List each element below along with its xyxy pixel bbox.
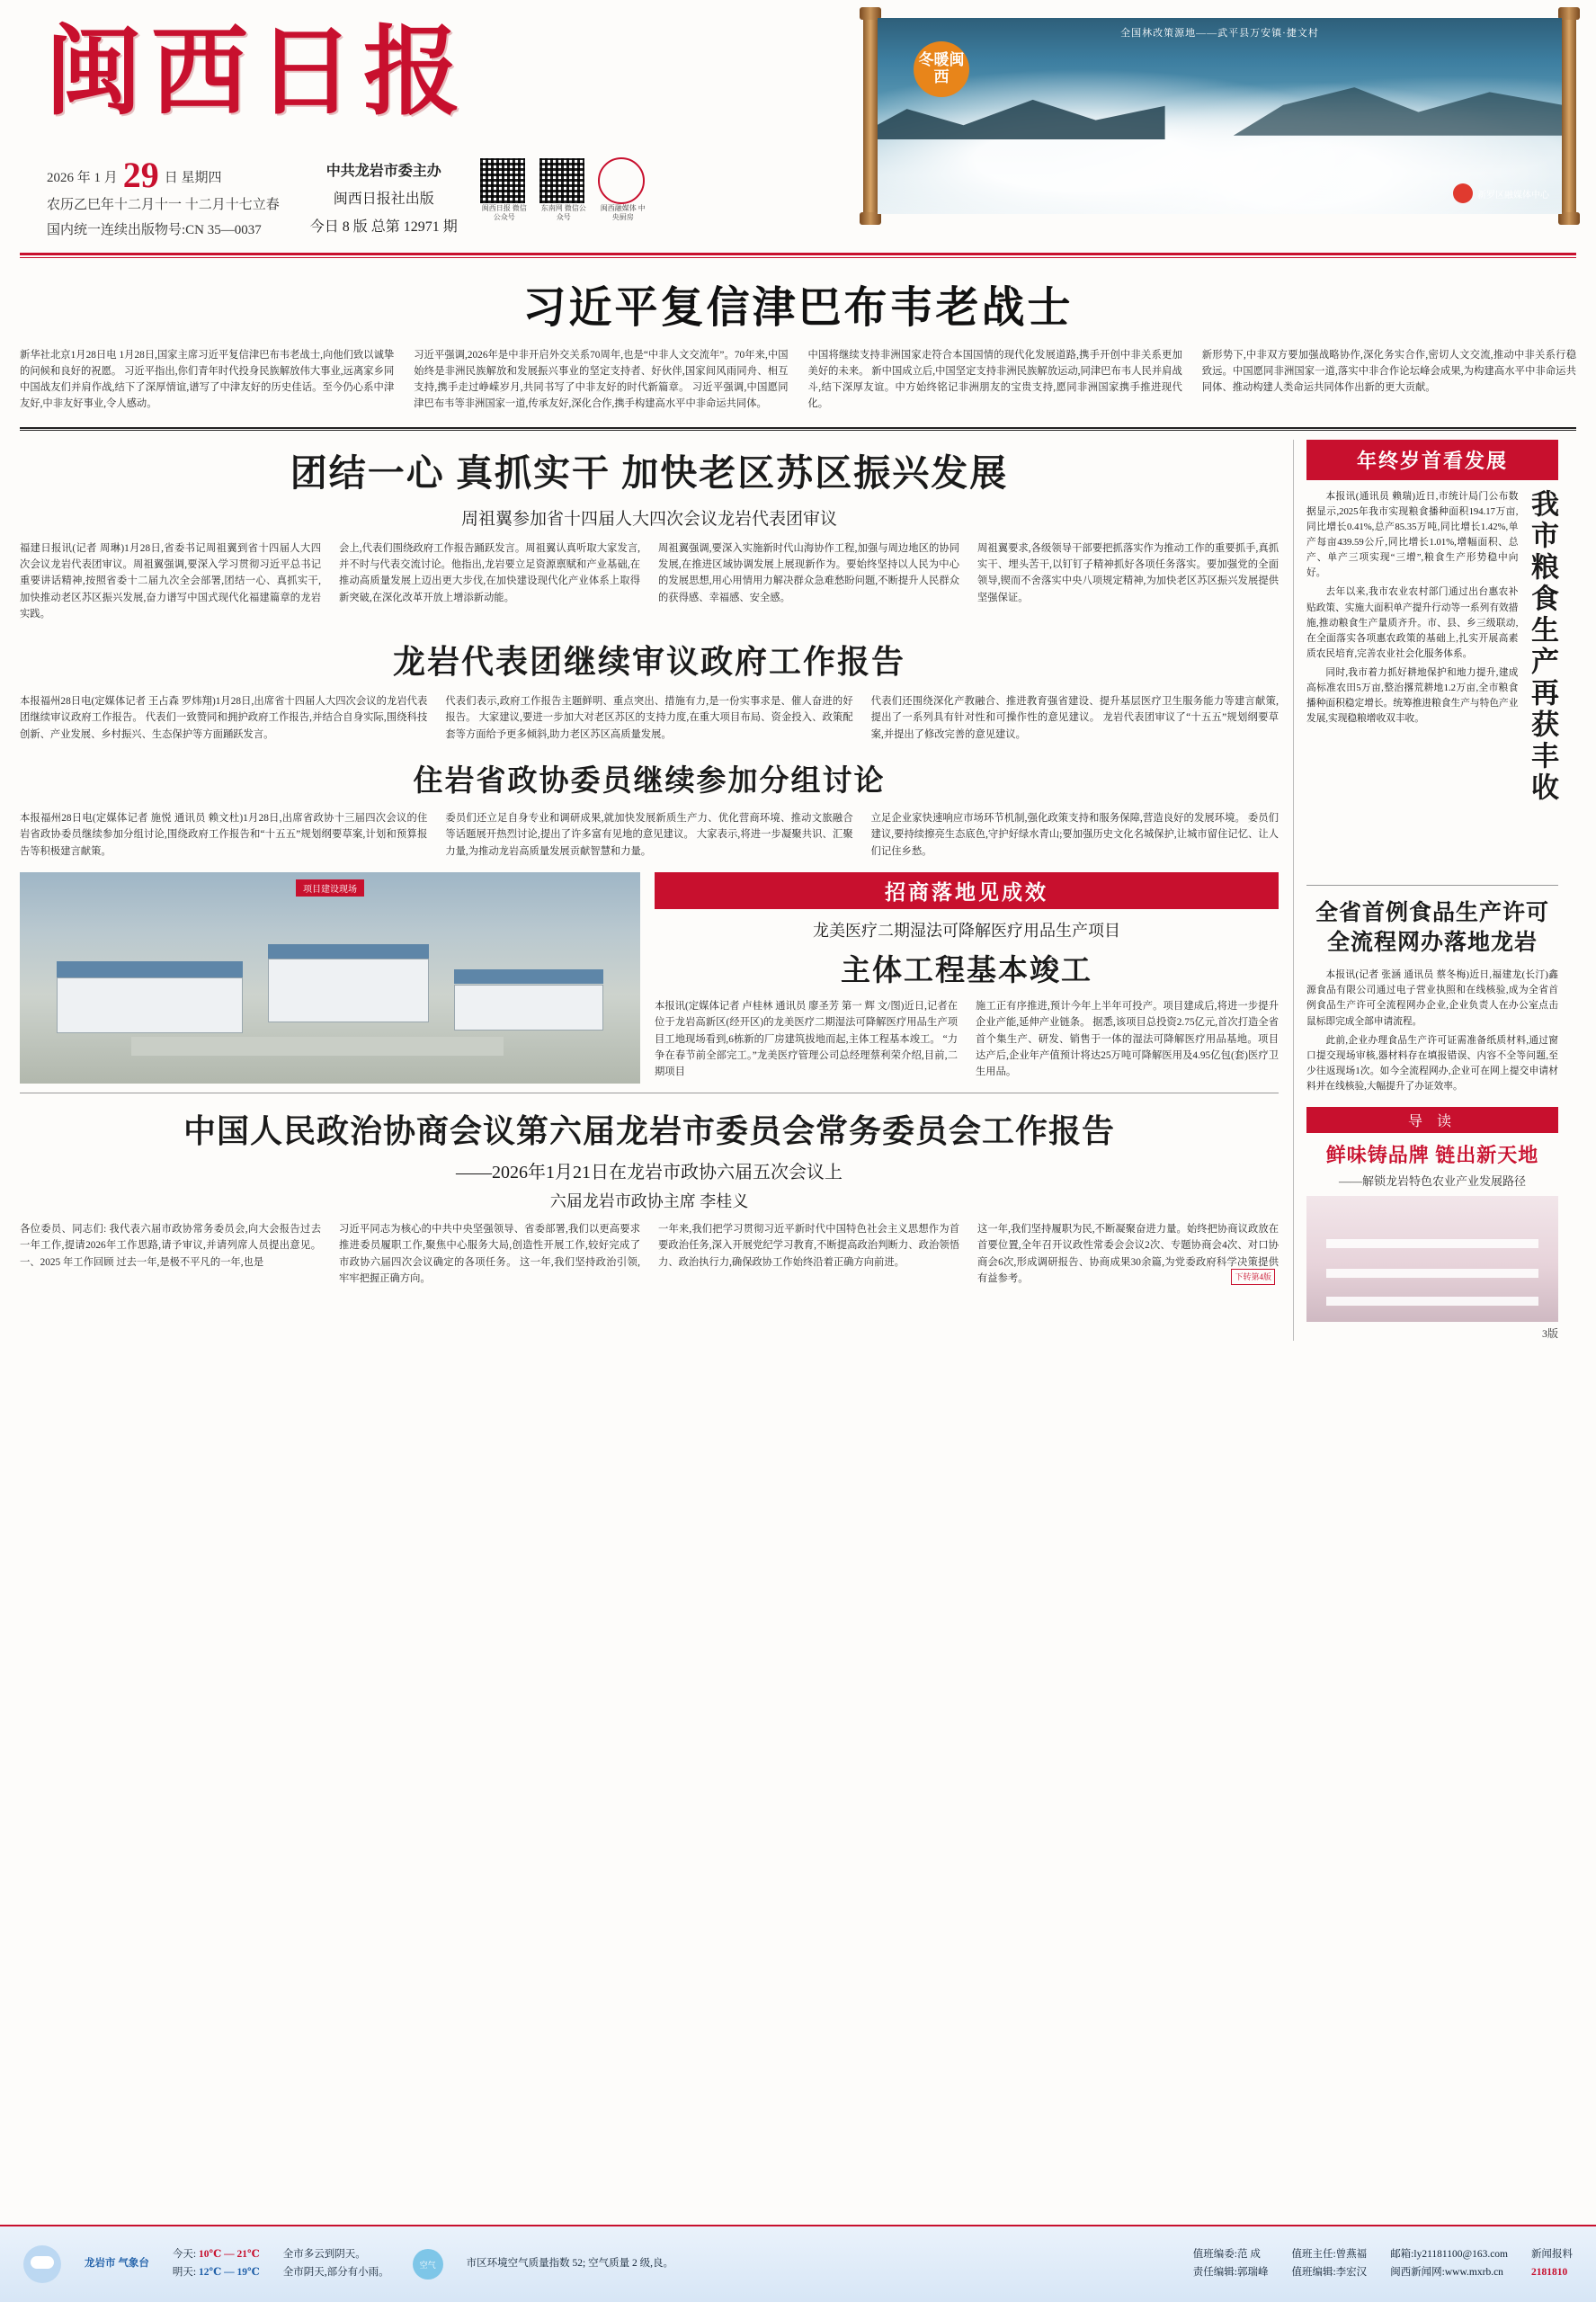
weather-forecast <box>173 2246 260 2281</box>
article-paragraph: 本报讯(记者 张涵 通讯员 蔡冬梅)近日,福建龙(长汀)鑫源食品有限公司通过电子营业执照和在线核验,成为全省首例食品生产许可全流程网办企业,企业负责人在办公室点击鼠标即完成全部申请流程。 <box>1306 969 1558 1027</box>
banner-landscape-image <box>878 18 1562 214</box>
qr-code-1[interactable] <box>479 157 530 222</box>
banner-media-logo <box>1453 183 1549 203</box>
tomorrow-label: 明天: <box>172 2267 197 2278</box>
scroll-rod-right <box>1562 13 1576 219</box>
article-column: 各位委员、同志们: 我代表六届市政协常务委员会,向大会报告过去一年工作,提请2026年工作思路,请予审议,并请列席人员提出意见。 一、2025 年工作回顾 过去一年,是极不平凡的一年,也是 <box>20 1223 321 1268</box>
day-number: 29 <box>122 155 159 195</box>
top-article-columns <box>20 347 1576 424</box>
media-seal-label: 闽西融媒体 中央厨房 <box>600 204 646 221</box>
report-columns <box>20 1221 1279 1287</box>
report-subhead: ——2026年1月21日在龙岩市政协六届五次会议上 <box>456 1162 843 1182</box>
masthead-codes <box>479 157 648 222</box>
today-desc: 全市多云到阴天。 <box>282 2249 366 2261</box>
air-quality-info <box>467 2255 673 2273</box>
promo-columns <box>655 998 1279 1080</box>
qr-code-2[interactable] <box>539 157 589 222</box>
article-column: 福建日报讯(记者 周琳)1月28日,省委书记周祖翼到省十四届人大四次会议龙岩代表团审议。周祖翼强调,要深入学习贯彻习近平总书记重要讲话精神,按照省委十二届九次全会部署,团结一心、真抓实干,加快推动老区苏区振兴发展,奋力谱写中国式现代化福建篇章的龙岩实践。 <box>20 542 321 620</box>
article-column: 施工正有序推进,预计今年上半年可投产。项目建成后,将进一步提升企业产能,延伸产业链条。 据悉,该项目总投资2.75亿元,首次打造全省首个集生产、研发、销售于一体的湿法可降解医疗用品基地。项目达产后,企业年产值预计将达25万吨可降解医用及4.95亿包(套)医疗卫生用品。 <box>976 1000 1279 1078</box>
guide-photo <box>1306 1196 1558 1322</box>
logo-icon <box>1453 183 1473 203</box>
today-label: 今天: <box>172 2249 197 2261</box>
grain-body <box>1306 489 1518 876</box>
lead-headline: 团结一心 真抓实干 加快老区苏区振兴发展 <box>290 451 1009 494</box>
guide-title: 鲜味铸品牌 链出新天地 <box>1325 1144 1539 1167</box>
page-footer <box>0 2225 1596 2302</box>
construction-site-photo <box>20 872 640 1084</box>
guide-page-ref: 3版 <box>1541 1327 1558 1341</box>
qr-code-1-label: 闽西日报 微信公众号 <box>481 204 527 221</box>
lead-article-columns <box>20 540 1279 622</box>
section3-columns <box>20 810 1279 860</box>
lead-subheadline: 周祖翼参加省十四届人大四次会议龙岩代表团审议 <box>460 509 837 529</box>
weather-icon <box>23 2245 61 2283</box>
grain-headline: 我市粮食生产再获丰收 <box>1527 488 1558 804</box>
qr-icon <box>479 157 526 204</box>
license-headline: 全省首例食品生产许可全流程网办落地龙岩 <box>1315 900 1549 956</box>
section3-headline: 住岩省政协委员继续参加分组讨论 <box>413 765 886 799</box>
article-column: 代表们还围绕深化产教融合、推进教育强省建设、提升基层医疗卫生服务能力等建言献策,提出了一系列具有针对性和可操作性的意见建议。 龙岩代表团审议了“十五五”规划纲要草案,并提出了修改完善的意见建议。 <box>870 696 1279 740</box>
grain-article <box>1306 489 1558 876</box>
masthead-divider <box>20 253 1576 255</box>
article-column: 本报福州28日电(定媒体记者 施悦 通讯员 赖文杜)1月28日,出席省政协十三届四次会议的住岩省政协委员继续参加分组讨论,围绕政府工作报告和“十五五”规划纲要草案,计划和预算报告等积极建言献策。 <box>20 813 428 857</box>
article-column: 会上,代表们围绕政府工作报告踊跃发言。周祖翼认真听取大家发言,并不时与代表交流讨论。他指出,龙岩要立足资源禀赋和产业基础,在推动高质量发展上迈出更大步伐,在加快建设现代化产业体系上取得新突破,在深化改革开放上增添新动能。 <box>339 542 640 603</box>
solar-term: 十二月十七立春 <box>184 198 280 212</box>
editor-line-3: 值班主任:曾燕福 <box>1291 2249 1368 2261</box>
promo-headline: 主体工程基本竣工 <box>841 954 1092 987</box>
section-divider <box>20 427 1576 431</box>
article-column: 中国将继续支持非洲国家走符合本国国情的现代化发展道路,携手开创中非关系更加美好的未来。 新中国成立后,中国坚定支持非洲民族解放运动,同津巴布韦人民并肩战斗,结下深厚友谊。中方始终铭记非洲朋友的宝贵支持,愿同非洲国家携手推进现代化。 <box>807 349 1182 410</box>
left-column-area <box>20 440 1279 1342</box>
license-body <box>1306 968 1558 1094</box>
email-line: 邮箱:ly21181100@163.com <box>1390 2249 1508 2261</box>
continued-stamp: 下转第4版 <box>1231 1269 1275 1286</box>
promo-article <box>655 872 1279 1084</box>
weather-description <box>283 2246 389 2281</box>
article-paragraph: 去年以来,我市农业农村部门通过出台惠农补贴政策、实施大面积单产提升行动等一系列有效措施,推动粮食生产量质齐升。市、县、乡三级联动,在全面落实各项惠农政策的基础上,扎实开展高素质农民培育,完善农业社会化服务体系。 <box>1306 586 1519 659</box>
weather-source-label: 龙岩市 气象台 <box>85 2258 149 2270</box>
article-column: 本报福州28日电(定媒体记者 王占森 罗炜翔)1月28日,出席省十四届人大四次会议的龙岩代表团继续审议政府工作报告。 代表们一致赞同和拥护政府工作报告,并结合自身实际,围绕科技创新、产业发展、乡村振兴、生态保护等方面踊跃发言。 <box>20 696 428 740</box>
banner-logo-label: 新罗区融媒体中心 <box>1477 190 1549 201</box>
editor-line-4: 值班编辑:李宏汉 <box>1291 2267 1368 2278</box>
hotline-label: 新闻报料 <box>1531 2249 1573 2261</box>
article-column: 新形势下,中非双方要加强战略协作,深化务实合作,密切人文交流,推动中非关系行稳致远。中国愿同非洲国家一道,落实中非合作论坛峰会成果,为构建高水平中非命运共同体、推动构建人类命运共同体作出新的更大贡献。 <box>1201 349 1576 394</box>
guide-banner: 导 读 <box>1306 1107 1558 1133</box>
report-headline: 中国人民政治协商会议第六届龙岩市委员会常务委员会工作报告 <box>183 1112 1115 1149</box>
article-column: 习近平强调,2026年是中非开启外交关系70周年,也是“中非人文交流年”。70年来,中国始终是非洲民族解放和发展振兴事业的坚定支持者、好伙伴,国家间风雨同舟、相互支持,携手走过峥嵘岁月,共同书写了中非友好的时代新篇章。 习近平强调,中国愿同津巴布韦等非洲国家一道,传承友好,深化合作,携手构建高水平中非命运共同体。 <box>414 349 789 410</box>
editor-line-2: 责任编辑:郭瑞峰 <box>1192 2267 1269 2278</box>
article-column: 一年来,我们把学习贯彻习近平新时代中国特色社会主义思想作为首要政治任务,深入开展党纪学习教育,不断提高政治判断力、政治领悟力、政治执行力,确保政协工作始终沿着正确方向前进。 <box>658 1223 959 1268</box>
banner-badge: 冬暖闽西 <box>914 41 969 97</box>
divider <box>1306 885 1558 886</box>
article-column: 本报讯(定媒体记者 卢桂林 通讯员 廖圣芳 第一 辉 文/图)近日,记者在位于龙岩高新区(经开区)的龙美医疗二期湿法可降解医疗用品生产项目工地现场看到,6栋新的厂房建筑拔地而起,主体工程基本竣工。 “力争在春节前全部完工。”龙美医疗管理公司总经理蔡利荣介绍,目前,二期项目 <box>655 1000 958 1078</box>
publisher-sponsor: 中共龙岩市委主办 <box>325 164 441 179</box>
publisher-name: 闽西日报社出版 <box>333 192 434 208</box>
article-column: 立足企业家快速响应市场环节机制,强化政策支持和服务保障,营造良好的发展环境。 委员们建议,要持续擦亮生态底色,守护好绿水青山;要加强历史文化名城保护,让城市留住记忆、让人们记住乡愁。 <box>870 813 1279 857</box>
tomorrow-temp: 12℃ — 19℃ <box>198 2267 260 2278</box>
editor-line-1: 值班编委:范 成 <box>1192 2249 1261 2261</box>
right-banner: 年终岁首看发展 <box>1306 440 1558 480</box>
publisher-info <box>310 157 458 242</box>
section2-columns <box>20 693 1279 743</box>
qr-code-2-label: 东南网 微信公众号 <box>540 204 586 221</box>
main-content <box>20 440 1576 1342</box>
article-paragraph: 本报讯(通讯员 赖瑞)近日,市统计局门公布数据显示,2025年我市实现粮食播种面积194.17万亩,同比增长0.41%,总产85.35万吨,同比增长1.42%,单产每亩439.59公斤,同比增长1.01%,增幅面积、总产、单产三项实现“三增”,粮食生产形势稳中向好。 <box>1306 490 1519 579</box>
air-quality-icon: 空气 <box>413 2249 443 2280</box>
article-column: 委员们还立足自身专业和调研成果,就加快发展新质生产力、优化营商环境、推动文旅融合等话题展开热烈讨论,提出了许多富有见地的意见建议。 大家表示,将进一步凝聚共识、汇聚力量,为推动龙岩高质量发展贡献智慧和力量。 <box>445 813 853 857</box>
banner-caption: 全国林改策源地——武平县万安镇·捷文村 <box>1120 28 1319 39</box>
masthead-banner-photo <box>863 13 1576 219</box>
tomorrow-desc: 全市阴天,部分有小雨。 <box>282 2267 389 2278</box>
aqi-text: 市区环境空气质量指数 52; 空气质量 2 级,良。 <box>466 2258 673 2270</box>
photo-caption-label: 项目建设现场 <box>296 879 364 897</box>
publication-dates <box>47 157 280 244</box>
scroll-rod-left <box>863 13 878 219</box>
photo-promo-row <box>20 872 1279 1084</box>
masthead <box>20 0 1576 244</box>
weekday: 日 星期四 <box>164 171 222 185</box>
article-column: 新华社北京1月28日电 1月28日,国家主席习近平复信津巴布韦老战士,向他们致以诚挚的问候和良好的祝愿。 习近平指出,你们青年时代投身民族解放伟大事业,远离家乡同中国战友们并肩作战,结下了深厚情谊,谱写了中津友好的历史佳话。至今仍心系中津友好,中非友好事业,令人感动。 <box>20 349 395 410</box>
contact-block <box>1390 2246 1508 2281</box>
editors-block-2 <box>1291 2246 1367 2281</box>
masthead-left <box>20 13 856 244</box>
article-column: 周祖翼强调,要深入实施新时代山海协作工程,加强与周边地区的协同发展,在推进区域协调发展上展现新作为。要始终坚持以人民为中心的发展思想,用心用情用力解决群众急难愁盼问题,不断提升人民群众的获得感、幸福感、安全感。 <box>658 542 959 603</box>
article-column-text: 这一年,我们坚持履职为民,不断凝聚奋进力量。始终把协商议政放在首要位置,全年召开议政性常委会会议2次、专题协商会4次、对口协商会6次,形成调研报告、协商成果30余篇,为党委政府科学决策提供有益参考。 <box>977 1223 1279 1284</box>
weather-source <box>85 2255 149 2273</box>
issn-line: 国内统一连续出版物号:CN 35—0037 <box>47 222 262 237</box>
right-column-area <box>1293 440 1558 1342</box>
promo-subhead: 龙美医疗二期湿法可降解医疗用品生产项目 <box>813 921 1120 940</box>
hotline-number: 2181810 <box>1531 2267 1568 2278</box>
date-lunar: 农历乙巳年十二月十一 <box>47 198 183 212</box>
article-column: 代表们表示,政府工作报告主题鲜明、重点突出、措施有力,是一份实事求是、催人奋进的好报告。 大家建议,要进一步加大对老区苏区的支持力度,在重大项目布局、资金投入、政策配套等方面给予更多倾斜,助力老区苏区高质量发展。 <box>445 696 853 740</box>
seal-icon <box>598 157 645 204</box>
today-temp: 10℃ — 21℃ <box>198 2249 260 2261</box>
report-speaker: 六届龙岩市政协主席 李桂义 <box>549 1191 749 1210</box>
promo-banner: 招商落地见成效 <box>655 872 1279 909</box>
article-paragraph: 同时,我市着力抓好耕地保护和地力提升,建成高标准农田5万亩,整治撂荒耕地1.2万亩,全市粮食播种面积稳定增长。统筹推进粮食生产与特色产业发展,实现稳粮增收双丰收。 <box>1306 667 1519 725</box>
section2-headline: 龙岩代表团继续审议政府工作报告 <box>392 644 905 681</box>
footer-right <box>1193 2246 1573 2281</box>
scroll-frame <box>863 13 1576 219</box>
date-gregorian: 2026 年 1 月 <box>47 171 118 185</box>
media-seal <box>598 157 648 222</box>
website-line[interactable]: 闽西新闻网:www.mxrb.cn <box>1390 2267 1503 2278</box>
article-column: 习近平同志为核心的中共中央坚强领导、省委部署,我们以更高要求推进委员履职工作,聚焦中心服务大局,创造性开展工作,较好完成了市政协六届四次会议确定的各项任务。 这一年,我们坚持政治引领,牢牢把握正确方向。 <box>339 1223 640 1284</box>
hotline-block <box>1531 2246 1573 2281</box>
editors-block <box>1193 2246 1269 2281</box>
newspaper-title: 闽西日报 <box>45 20 470 127</box>
article-column <box>977 1221 1279 1287</box>
guide-subtitle: ——解锁龙岩特色农业产业发展路径 <box>1338 1174 1526 1189</box>
masthead-meta <box>20 157 856 244</box>
guide-section <box>1306 1107 1558 1341</box>
article-paragraph: 此前,企业办理食品生产许可证需准备纸质材料,通过窗口提交现场审核,器材料存在填报错误、内容不全等问题,至少往返现场1次。如今全流程网办,企业可在网上提交申请材料并在线核验,大幅提升了办证效率。 <box>1306 1034 1558 1093</box>
article-column: 周祖翼要求,各级领导干部要把抓落实作为推动工作的重要抓手,真抓实干、埋头苦干,以钉钉子精神抓好各项任务落实。要加强党的全面领导,锲而不舍落实中央八项规定精神,为加快老区苏区振兴发展提供坚强保证。 <box>977 542 1279 603</box>
qr-icon <box>539 157 585 204</box>
top-headline: 习近平复信津巴布韦老战士 <box>522 283 1074 332</box>
issue-info: 今日 8 版 总第 12971 期 <box>309 219 458 236</box>
